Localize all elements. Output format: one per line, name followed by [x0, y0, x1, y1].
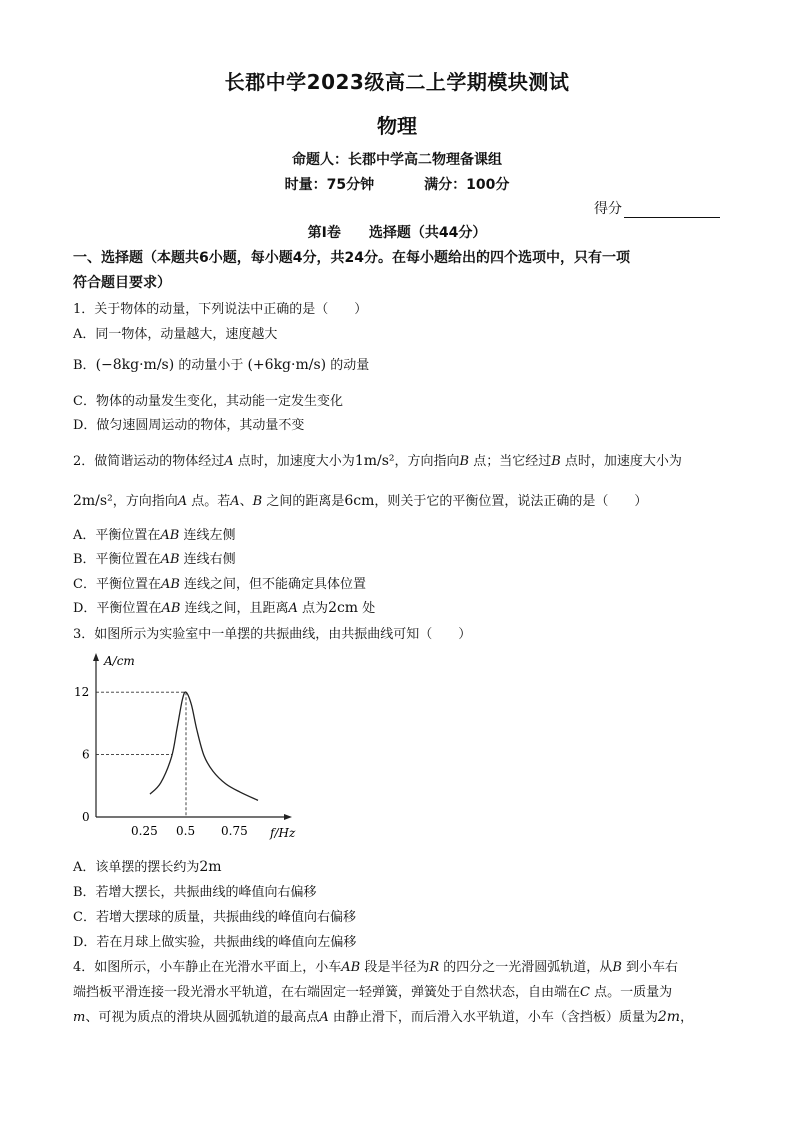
- y-tick-label: 6: [82, 747, 90, 762]
- q2-segment-ab: AB: [160, 552, 180, 567]
- x-tick-label: 0.5: [176, 824, 196, 838]
- q2-stem-line2: [73, 490, 647, 509]
- q2-opt-text: B．平衡位置在: [73, 552, 161, 567]
- q3-opt-text: A．该单摆的摆长约为: [73, 860, 200, 875]
- q1-option-a: A．同一物体，动量越大，速度越大: [73, 327, 278, 342]
- score-field: [594, 198, 720, 218]
- q2-opt-text: 连线之间，且距离: [180, 601, 289, 616]
- section-heading-line2: 符合题目要求）: [73, 275, 171, 291]
- q4-point-a: A: [319, 1010, 329, 1025]
- exam-author: 命题人：长郡中学高二物理备课组: [292, 152, 502, 168]
- q2-opt-text: A．平衡位置在: [73, 528, 161, 543]
- y-tick-label: 12: [74, 685, 90, 700]
- q2-opt-text: C．平衡位置在: [73, 577, 161, 592]
- q1-option-b: [73, 354, 369, 373]
- q2-option-b: [73, 548, 236, 567]
- x-axis-arrow: [284, 814, 292, 820]
- q2-text: ，方向指向: [394, 454, 460, 469]
- subject-title: 物理: [377, 114, 417, 138]
- q4-mass-2m: 2m: [657, 1009, 681, 1025]
- q1-option-b-end: 的动量: [326, 358, 370, 373]
- q4-text: 4．如图所示，小车静止在光滑水平面上，小车: [73, 960, 342, 975]
- q4-segment-ab: AB: [341, 960, 361, 975]
- score-blank[interactable]: [624, 202, 720, 218]
- q4-radius: R: [429, 960, 440, 975]
- q2-option-c: [73, 573, 366, 592]
- q1-option-b-mid: 的动量小于: [174, 358, 248, 373]
- q4-point-c: C: [580, 985, 590, 1000]
- y-axis-arrow: [93, 653, 99, 661]
- q2-opt-text: 连线右侧: [179, 552, 236, 567]
- q2-acc2: 2m/s²: [73, 493, 113, 509]
- resonance-chart: [60, 645, 320, 845]
- q2-point-b: B: [551, 454, 561, 469]
- q2-opt-text: 点为: [297, 601, 329, 616]
- q2-text: 、: [239, 494, 253, 509]
- q2-point-a: A: [288, 601, 298, 616]
- q2-opt-text: 连线左侧: [179, 528, 236, 543]
- q3-option-c: C．若增大摆球的质量，共振曲线的峰值向右偏移: [73, 910, 356, 925]
- origin-label: 0: [82, 810, 90, 824]
- q2-distance-2cm: 2cm: [328, 600, 359, 616]
- time-score-line: [0, 174, 794, 194]
- q4-text: 段是半径为: [360, 960, 430, 975]
- score-label: 得分: [594, 201, 622, 217]
- part-name: 第Ⅰ卷: [307, 225, 341, 241]
- q2-point-b: B: [459, 454, 470, 469]
- q2-point-a: A: [230, 494, 240, 509]
- q2-distance: 6cm: [344, 493, 375, 509]
- q2-text: ，方向指向: [112, 494, 178, 509]
- q2-point-a: A: [177, 494, 188, 509]
- q2-opt-text: 连线之间，但不能确定具体位置: [179, 577, 367, 592]
- q4-line1: [73, 956, 678, 975]
- q2-text: ，则关于它的平衡位置，说法正确的是（ ）: [374, 494, 648, 509]
- q4-mass: m: [73, 1010, 86, 1025]
- q2-text: 2．做简谐运动的物体经过: [73, 454, 225, 469]
- q2-acc1: 1m/s²: [354, 453, 395, 469]
- resonance-curve: [150, 692, 258, 800]
- part-heading: [0, 222, 794, 242]
- q3-option-d: D．若在月球上做实验，共振曲线的峰值向左偏移: [73, 935, 357, 950]
- q2-opt-text: D．平衡位置在: [73, 601, 162, 616]
- exam-title: 长郡中学2023级高二上学期模块测试: [224, 70, 570, 94]
- chart-ticks: [74, 685, 248, 838]
- q1-math-neg: (−8kg·m/s): [95, 357, 175, 373]
- q4-text: 由静止滑下，而后滑入水平轨道，小车（含挡板）质量为: [328, 1010, 658, 1025]
- q3-option-a: [73, 856, 222, 875]
- q4-text: ，: [680, 1010, 694, 1025]
- q2-opt-text: 处: [358, 601, 376, 616]
- full-score: 满分：100分: [424, 177, 510, 193]
- q2-text: 点；当它经过: [469, 454, 552, 469]
- time-limit: 时量：75分钟: [284, 177, 375, 193]
- q2-stem-line1: [73, 450, 682, 469]
- q3-stem: 3．如图所示为实验室中一单摆的共振曲线，由共振曲线可知（ ）: [73, 627, 472, 642]
- q3-length: 2m: [199, 859, 222, 875]
- q2-text: 点。若: [187, 494, 231, 509]
- x-tick-label: 0.25: [131, 824, 158, 838]
- q1-option-c: C．物体的动量发生变化，其动能一定发生变化: [73, 394, 343, 409]
- y-axis-label: A/cm: [104, 654, 135, 668]
- q4-line2: [73, 981, 672, 1000]
- x-axis-label: f/Hz: [270, 826, 296, 840]
- q2-segment-ab: AB: [161, 601, 181, 616]
- q2-point-b: B: [252, 494, 263, 509]
- x-tick-label: 0.75: [221, 824, 248, 838]
- q4-text: 、可视为质点的滑块从圆弧轨道的最高点: [85, 1010, 320, 1025]
- section-heading-line1: 一、选择题（本题共6小题，每小题4分，共24分。在每小题给出的四个选项中，只有一项: [73, 250, 630, 266]
- part-title: 选择题（共44分）: [368, 225, 487, 241]
- q4-text: 点。一质量为: [589, 985, 673, 1000]
- q2-point-a: A: [224, 454, 234, 469]
- q4-point-b: B: [612, 960, 622, 975]
- q2-text: 之间的距离是: [262, 494, 345, 509]
- q4-text: 到小车右: [621, 960, 679, 975]
- q4-text: 的四分之一光滑圆弧轨道，从: [439, 960, 613, 975]
- q2-option-d: [73, 597, 375, 616]
- q3-option-b: B．若增大摆长，共振曲线的峰值向右偏移: [73, 885, 317, 900]
- q2-segment-ab: AB: [160, 528, 180, 543]
- q4-line3: [73, 1006, 693, 1025]
- q2-text: 点时，加速度大小为: [560, 454, 682, 469]
- q1-option-d: D．做匀速圆周运动的物体，其动量不变: [73, 418, 305, 433]
- q1-math-pos: (+6kg·m/s): [247, 357, 327, 373]
- q4-text: 端挡板平滑连接一段光滑水平轨道，在右端固定一轻弹簧，弹簧处于自然状态，自由端在: [73, 985, 581, 1000]
- q2-option-a: [73, 524, 235, 543]
- q2-segment-ab: AB: [160, 577, 180, 592]
- q2-text: 点时，加速度大小为: [233, 454, 355, 469]
- q1-option-b-label: B．: [73, 358, 96, 373]
- q1-stem: 1．关于物体的动量，下列说法中正确的是（ ）: [73, 302, 368, 317]
